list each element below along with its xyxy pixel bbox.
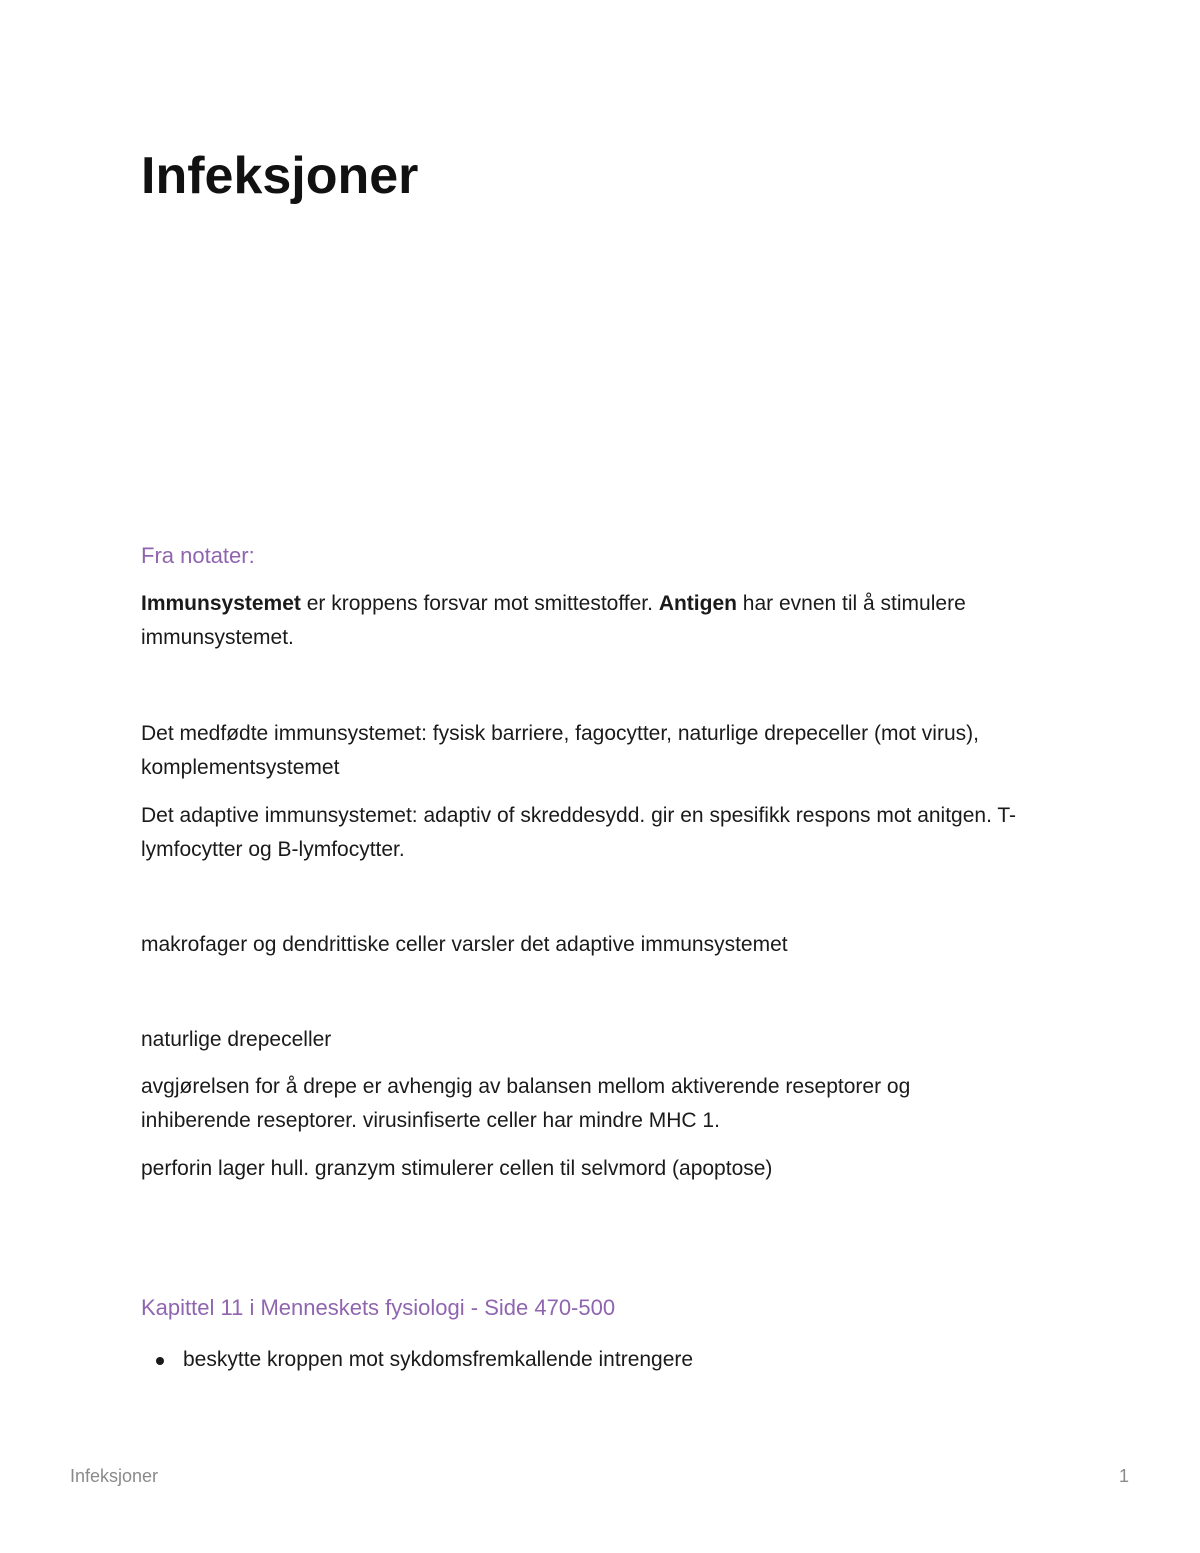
paragraph-text: er kroppens forsvar mot smittestoffer. <box>300 592 659 615</box>
paragraph-avgjorelsen: avgjørelsen for å drepe er avhengig av balansen mellom aktiverende reseptorer og inhiberende reseptorer. virusinfiserte celler har mindre MHC 1. <box>141 1075 911 1132</box>
paragraph-makrofager: makrofager og dendrittiske celler varsler det adaptive immunsystemet <box>141 933 788 956</box>
list-item <box>141 1343 693 1377</box>
footer-doc-name: Infeksjoner <box>70 1466 159 1486</box>
bold-term-immunsystemet: Immunsystemet <box>141 592 301 615</box>
paragraph-immunsystemet <box>141 587 1021 655</box>
paragraph-naturlige-drepeceller: naturlige drepeceller <box>141 1028 332 1051</box>
bold-term-antigen: Antigen <box>658 592 737 615</box>
paragraph-adaptive: Det adaptive immunsystemet: adaptiv of skreddesydd. gir en spesifikk respons mot anitgen. T-lymfocytter og B-lymfocytter. <box>141 804 1017 861</box>
bullet-list <box>141 1343 693 1377</box>
section-heading-kapittel: Kapittel 11 i Menneskets fysiologi - Side 470-500 <box>141 1295 616 1320</box>
paragraph-medfodte: Det medfødte immunsystemet: fysisk barriere, fagocytter, naturlige drepeceller (mot virus), komplementsystemet <box>141 722 979 779</box>
footer-page-number: 1 <box>1118 1466 1129 1486</box>
page-title: Infeksjoner <box>141 147 419 205</box>
paragraph-text: har evnen til å stimulere immunsystemet. <box>141 592 966 649</box>
list-item-text: beskytte kroppen mot sykdomsfremkallende intrengere <box>183 1348 694 1371</box>
bullet-icon <box>156 1357 164 1365</box>
paragraph-perforin: perforin lager hull. granzym stimulerer cellen til selvmord (apoptose) <box>141 1157 773 1180</box>
section-heading-notes: Fra notater: <box>141 543 255 568</box>
